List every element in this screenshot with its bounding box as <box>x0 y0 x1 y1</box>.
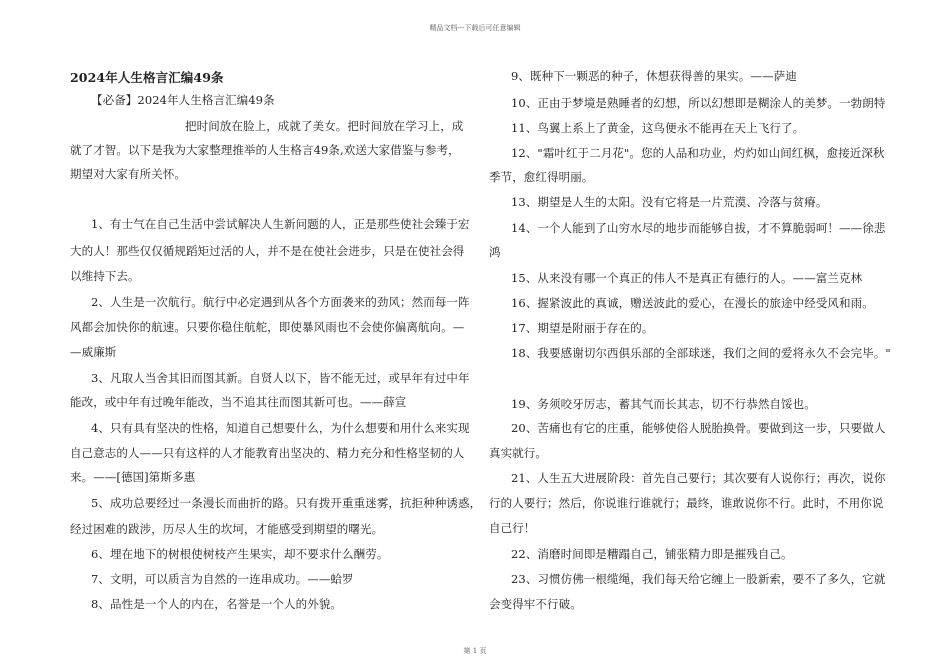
quote-line: 4、只有具有坚决的性格，知道自己想要什么，为什么想要和用什么来实现 <box>91 421 470 435</box>
quote-line: 22、消磨时间即是糟蹋自己，铺张精力即是摧残自己。 <box>511 547 793 561</box>
quote-line: 大的人！那些仅仅循规蹈矩过活的人，并不是在使社会进步，只是在使社会得 <box>70 244 465 258</box>
quote-line: 自己行！ <box>489 521 536 535</box>
quote-line: 9、既种下一颗恶的种子，休想获得善的果实。——萨迪 <box>511 69 797 83</box>
quote-line: 季节，愈红得明丽。 <box>489 170 594 184</box>
quote-line: 风都会加快你的航速。只要你稳住航舵，即使暴风雨也不会使你偏离航向。— <box>70 320 465 334</box>
quote-line: 真实就行。 <box>489 446 547 460</box>
quote-line: 21、人生五大进展阶段：首先自己要行；其次要有人说你行；再次，说你 <box>511 471 886 485</box>
quote-line: 1、有士气在自己生活中尝试解决人生新问题的人，正是那些使社会臻于宏 <box>91 217 470 231</box>
quote-line: 8、品性是一个人的内在，名誉是一个人的外貌。 <box>91 597 343 611</box>
quote-line: 12、"霜叶红于二月花"。您的人品和功业，灼灼如山间红枫，愈接近深秋 <box>511 146 885 160</box>
quote-line: 2、人生是一次航行。航行中必定遇到从各个方面袭来的劲风；然而每一阵 <box>91 295 470 309</box>
quote-line: 13、期望是人生的太阳。没有它将是一片荒漠、冷落与贫瘠。 <box>511 195 828 209</box>
quote-line: 会变得牢不行破。 <box>489 597 582 611</box>
quote-line: 3、凡取人当舍其旧而图其新。自贤人以下，皆不能无过，或早年有过中年 <box>91 371 470 385</box>
quote-line: 10、正由于梦境是熟睡者的幻想，所以幻想即是糊涂人的美梦。一勃朗特 <box>511 96 886 110</box>
quote-line: 以维持下去。 <box>70 269 140 283</box>
quote-line: 17、期望是附丽于存在的。 <box>511 321 654 335</box>
document-title: 2024年人生格言汇编49条 <box>70 70 224 85</box>
quote-line: 5、成功总要经过一条漫长而曲折的路。只有拨开重重迷雾，抗拒种种诱惑， <box>91 496 482 510</box>
quote-line: 7、文明，可以质言为自然的一连串成功。——蛤罗 <box>91 572 354 586</box>
quote-line: —威廉斯 <box>70 345 117 359</box>
quote-line: 行的人要行；然后，你说谁行谁就行；最终，谁敢说你不行。此时，不用你说 <box>489 496 884 510</box>
intro-line: 把时间放在脸上，成就了美女。把时间放在学习上，成 <box>185 119 464 133</box>
quote-line: 能改，或中年有过晚年能改，当不追其往而图其新可也。——薛宣 <box>70 395 407 409</box>
intro-line: 期望对大家有所关怀。 <box>70 167 186 181</box>
quote-line: 来。——[德国]第斯多惠 <box>70 470 196 484</box>
quote-line: 鸿 <box>489 245 501 259</box>
quote-line: 15、从来没有哪一个真正的伟人不是真正有德行的人。——富兰克林 <box>511 271 863 285</box>
document-subtitle: 【必备】2024年人生格言汇编49条 <box>91 93 275 107</box>
quote-line: 18、我要感谢切尔西俱乐部的全部球迷，我们之间的爱将永久不会完毕。" <box>511 346 891 360</box>
quote-line: 经过困难的跋涉，历尽人生的坎坷，才能感受到期望的曙光。 <box>70 522 384 536</box>
intro-line: 就了才智。以下是我为大家整理推举的人生格言49条,欢送大家借鉴与参考， <box>70 143 460 157</box>
quote-line: 自己意志的人——只有这样的人才能教育出坚决的、精力充分和性格坚韧的人 <box>70 446 465 460</box>
page-header: 精品文档---下载后可任意编辑 <box>429 24 521 32</box>
page-footer: 第 1 页 <box>463 647 487 655</box>
quote-line: 16、握紧波此的真诚，赠送波此的爱心，在漫长的旅途中经受风和雨。 <box>511 296 874 310</box>
quote-line: 6、埋在地下的树根使树枝产生果实，却不要求什么酬劳。 <box>91 547 389 561</box>
quote-line: 23、习惯仿佛一根缆绳，我们每天给它缠上一股新索，要不了多久，它就 <box>511 572 886 586</box>
quote-line: 20、苦痛也有它的庄重，能够使俗人脱胎换骨。要做到这一步，只要做人 <box>511 421 886 435</box>
quote-line: 11、鸟翼上系上了黄金，这鸟便永不能再在天上飞行了。 <box>511 121 805 135</box>
quote-line: 19、务须咬牙厉志，蓄其气而长其志，切不行恭然自馁也。 <box>511 397 816 411</box>
quote-line: 14、一个人能到了山穷水尽的地步而能够自拔，才不算脆弱呵！——徐悲 <box>511 221 886 235</box>
